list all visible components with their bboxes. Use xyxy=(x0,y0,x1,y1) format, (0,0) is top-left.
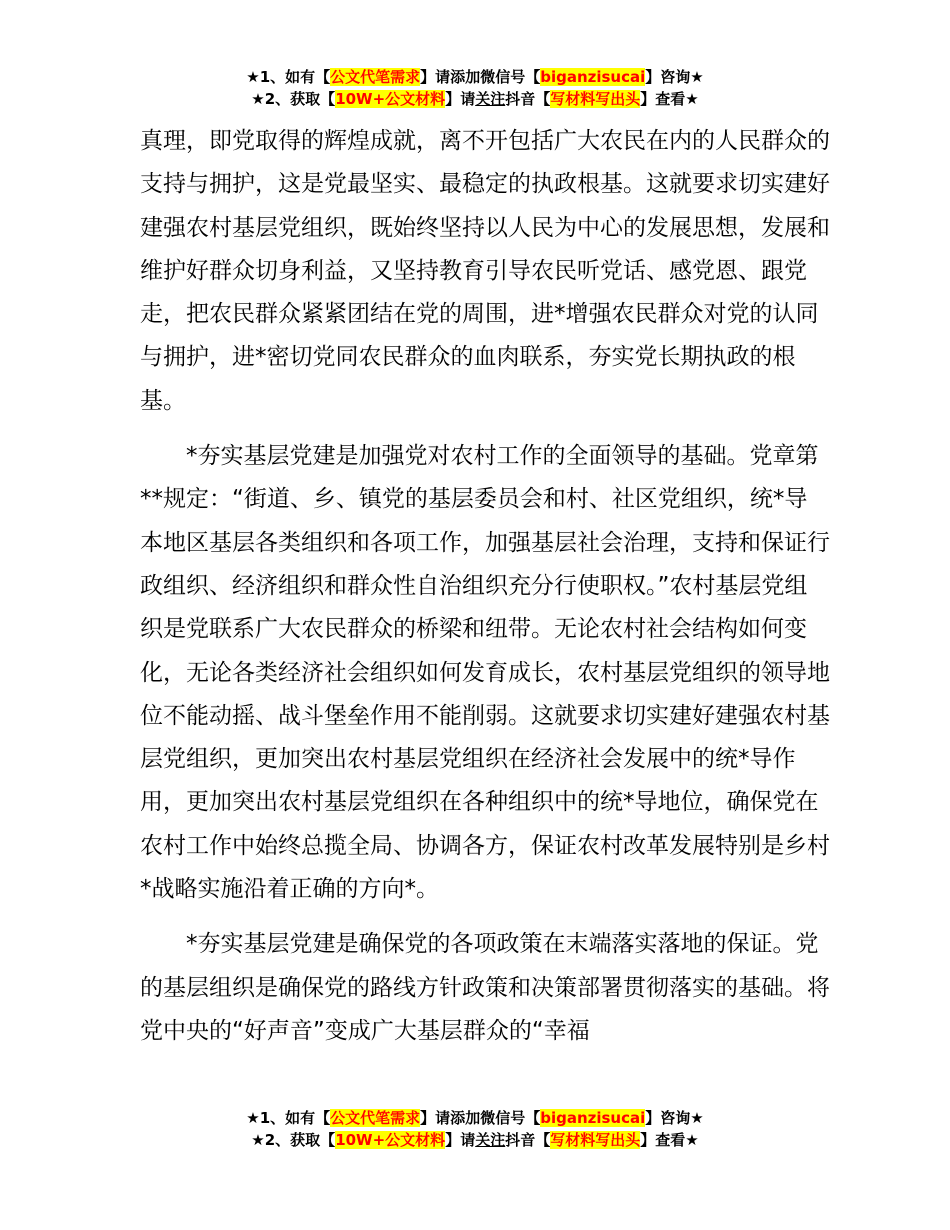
header-line2-prefix: ★2、获取【 xyxy=(251,90,336,108)
footer-line2-prefix: ★2、获取【 xyxy=(251,1131,336,1149)
document-body xyxy=(140,120,830,1053)
footer-line1-prefix: ★1、如有【 xyxy=(246,1109,331,1127)
footer-line1-mid1: 】请添 xyxy=(420,1109,466,1127)
footer-line2-mid1: 】请 xyxy=(445,1131,476,1149)
paragraph-3: *夯实基层党建是确保党的各项政策在末端落实落地的保证。党的基层组织是确保党的路线方针政策和决策部署贯彻落实的基础。将党中央的“好声音”变成广大基层群众的“幸福 xyxy=(140,931,830,1044)
header-line1-mid-bold: 加 xyxy=(465,68,481,86)
header-materials-highlight: 10W+公文材料 xyxy=(335,90,446,108)
header-line-2 xyxy=(0,88,950,110)
footer-line-1 xyxy=(0,1107,950,1129)
header-line1-suffix: 】咨询★ xyxy=(645,68,704,86)
footer-line2-suffix: 】查看★ xyxy=(640,1131,699,1149)
header-wechat-id: biganzisucai xyxy=(540,68,646,86)
header-line1-prefix: ★1、如有【 xyxy=(246,68,331,86)
footer-line-2 xyxy=(0,1129,950,1151)
footer-douyin-account: 写材料写出头 xyxy=(550,1131,641,1149)
footer-banner xyxy=(0,1107,950,1151)
header-line1-mid2: 微信号【 xyxy=(480,68,541,86)
footer-line1-suffix: 】咨询★ xyxy=(645,1109,704,1127)
header-line-1 xyxy=(0,66,950,88)
paragraph-1: 真理，即党取得的辉煌成就，离不开包括广大农民在内的人民群众的支持与拥护，这是党最坚实、最稳定的执政根基。这就要求切实建好建强农村基层党组织，既始终坚持以人民为中心的发展思想，发展和维护好群众切身利益，又坚持教育引导农民听党话、感党恩、跟党走，把农民群众紧紧团结在党的周围，进*增强农民群众对党的认同与拥护，进*密切党同农民群众的血肉联系，夯实党长期执政的根基。 xyxy=(140,128,830,414)
footer-follow-underlined: 关注 xyxy=(475,1131,506,1149)
footer-service-highlight: 公文代笔需求 xyxy=(330,1109,421,1127)
header-service-highlight: 公文代笔需求 xyxy=(330,68,421,86)
header-line2-mid1: 】请 xyxy=(445,90,476,108)
header-follow-underlined: 关注 xyxy=(475,90,506,108)
footer-line1-mid-bold: 加 xyxy=(465,1109,481,1127)
header-line2-mid2: 抖音【 xyxy=(505,90,551,108)
footer-line2-mid2: 抖音【 xyxy=(505,1131,551,1149)
header-banner xyxy=(0,66,950,110)
header-line1-mid1: 】请添 xyxy=(420,68,466,86)
footer-materials-highlight: 10W+公文材料 xyxy=(335,1131,446,1149)
header-douyin-account: 写材料写出头 xyxy=(550,90,641,108)
footer-wechat-id: biganzisucai xyxy=(540,1109,646,1127)
footer-line1-mid2: 微信号【 xyxy=(480,1109,541,1127)
paragraph-2: *夯实基层党建是加强党对农村工作的全面领导的基础。党章第**规定：“街道、乡、镇党的基层委员会和村、社区党组织，统*导本地区基层各类组织和各项工作，加强基层社会治理，支持和保证行政组织、经济组织和群众性自治组织充分行使职权。”农村基层党组织是党联系广大农民群众的桥梁和纽带。无论农村社会结构如何变化，无论各类经济社会组织如何发育成长，农村基层党组织的领导地位不能动摇、战斗堡垒作用不能削弱。这就要求切实建好建强农村基层党组织，更加突出农村基层党组织在经济社会发展中的统*导作用，更加突出农村基层党组织在各种组织中的统*导地位，确保党在农村工作中始终总揽全局、协调各方，保证农村改革发展特别是乡村*战略实施沿着正确的方向*。 xyxy=(140,443,830,903)
header-line2-suffix: 】查看★ xyxy=(640,90,699,108)
